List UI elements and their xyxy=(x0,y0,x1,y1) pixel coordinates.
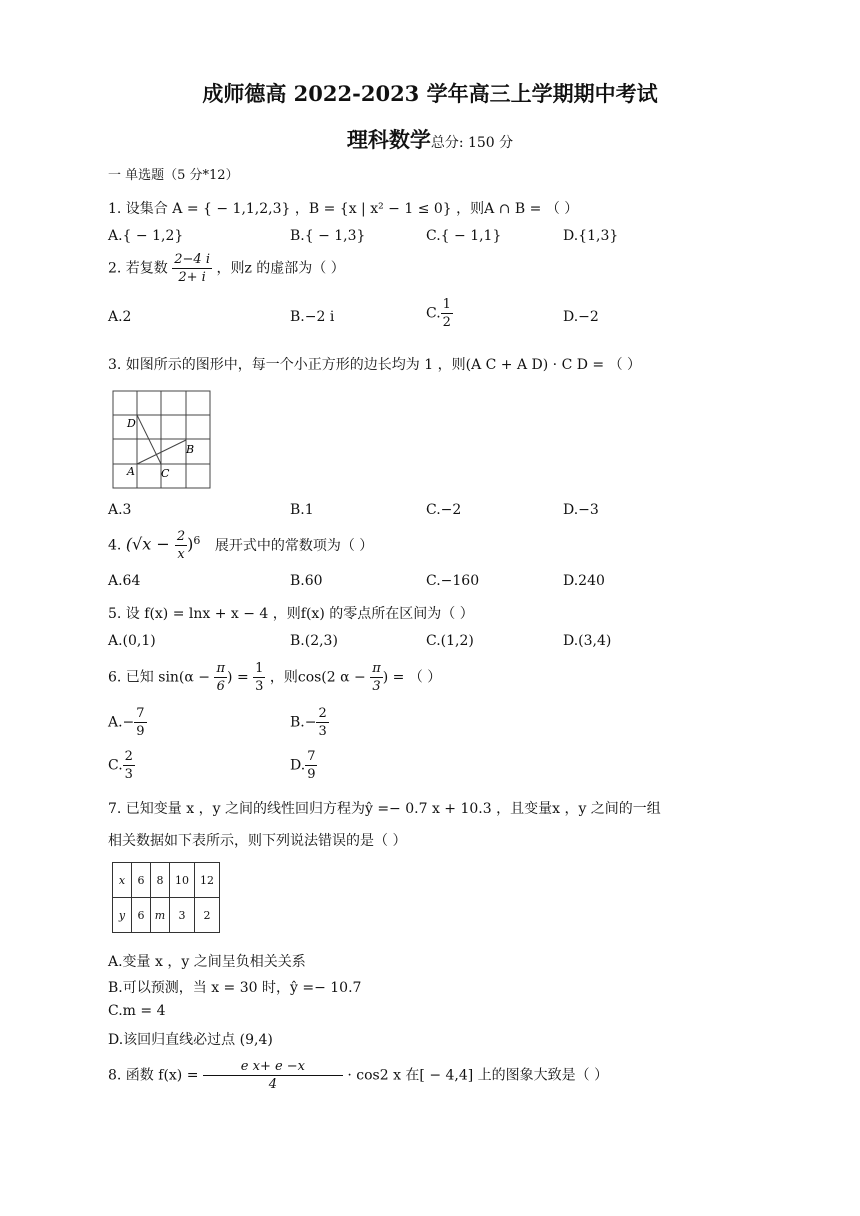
question-4-stem: 4. (√x − $\frac{2}{x}$ )$^6$ 展开式中的常数项为（ ） xyxy=(108,529,374,562)
question-8-stem xyxy=(108,1058,608,1093)
q6-frac2-den: 3 xyxy=(255,679,264,694)
q5-option-d: D.(3,4) xyxy=(563,633,612,649)
table-row xyxy=(113,863,220,898)
question-2-stem xyxy=(108,251,345,286)
table-cell: 12 xyxy=(195,863,220,898)
question-1-stem: 1. 设集合 A = { − 1,1,2,3} ，B = {x | x² − 1 ≤ 0} ，则A ∩ B = （ ） xyxy=(108,201,579,217)
table-cell: 6 xyxy=(132,863,151,898)
q4-option-a: A.64 xyxy=(108,573,141,589)
q2-option-c-label: C. xyxy=(426,305,441,322)
q6-d-num: 7 xyxy=(307,749,316,764)
q6-frac3-den: 3 xyxy=(372,679,381,694)
table-cell: 2 xyxy=(195,898,220,933)
table-cell: 8 xyxy=(151,863,170,898)
table-cell: y xyxy=(113,898,132,933)
q3-option-a: A.3 xyxy=(108,502,132,518)
q6-a-num: 7 xyxy=(136,706,145,721)
q6-mid2: ，则cos(2 α − xyxy=(265,669,371,686)
q6-frac-2 xyxy=(253,660,265,695)
total-score: 总分: 150 分 xyxy=(430,135,514,151)
q1-option-a: A.{ − 1,2} xyxy=(108,228,184,244)
q6-d-den: 9 xyxy=(307,767,316,782)
q6-option-b xyxy=(290,705,329,740)
q3-option-c: C.−2 xyxy=(426,502,462,518)
q8-suffix: · cos2 x 在[ − 4,4] 上的图象大致是（ ） xyxy=(347,1067,609,1084)
q8-frac-den: 4 xyxy=(268,1077,278,1092)
q6-option-d-label: D. xyxy=(290,757,306,774)
q4-option-b: B.60 xyxy=(290,573,323,589)
q6-option-c-frac xyxy=(123,748,135,783)
q4-frac-den: x xyxy=(177,547,185,562)
q6-mid: ) = xyxy=(227,669,254,686)
q6-b-den: 3 xyxy=(318,724,327,739)
q4-suffix: 展开式中的常数项为（ ） xyxy=(214,537,374,554)
exam-subtitle xyxy=(0,124,860,154)
question-6-stem xyxy=(108,660,441,695)
q1-option-b: B.{ − 1,3} xyxy=(290,228,366,244)
q6-option-b-frac xyxy=(316,705,328,740)
q2-c-den: 2 xyxy=(442,315,451,330)
q8-frac-num: e x+ e −x xyxy=(203,1058,343,1076)
q8-fraction xyxy=(203,1058,343,1093)
q5-option-c: C.(1,2) xyxy=(426,633,474,649)
q2-fraction xyxy=(172,251,212,286)
q6-option-d xyxy=(290,748,317,783)
q7-data-table xyxy=(112,862,220,933)
q6-option-c-label: C. xyxy=(108,757,123,774)
q6-option-a-label: A.− xyxy=(108,714,135,731)
q3-option-d: D.−3 xyxy=(563,502,599,518)
q6-option-c xyxy=(108,748,135,783)
q4-expr: (√x − xyxy=(125,534,175,554)
q2-option-c xyxy=(426,296,453,331)
q6-c-den: 3 xyxy=(124,767,133,782)
question-7-stem-line-1: 7. 已知变量 x ，y 之间的线性回归方程为ŷ =− 0.7 x + 10.3 ，且变量x ，y 之间的一组 xyxy=(108,801,661,817)
subject-name: 理科数学 xyxy=(346,127,431,152)
q4-prefix: 4. xyxy=(108,537,122,554)
point-a-label: A xyxy=(127,465,135,478)
q8-prefix: 8. 函数 f(x) = xyxy=(108,1067,199,1084)
table-cell: 6 xyxy=(132,898,151,933)
question-3-stem: 3. 如图所示的图形中，每一个小正方形的边长均为 1 ，则(A C + A D) · C D = （ ） xyxy=(108,357,642,373)
q2-frac-den: 2+ i xyxy=(178,270,206,285)
q2-suffix: ，则z 的虚部为（ ） xyxy=(216,260,345,277)
point-c-label: C xyxy=(161,467,170,480)
q2-option-b: B.−2 i xyxy=(290,309,335,325)
q6-frac-1 xyxy=(214,660,227,695)
table-cell: 10 xyxy=(170,863,195,898)
q6-prefix: 6. 已知 sin(α − xyxy=(108,669,215,686)
q2-option-a: A.2 xyxy=(108,309,132,325)
question-5-stem: 5. 设 f(x) = lnx + x − 4 ，则f(x) 的零点所在区间为（ ） xyxy=(108,606,474,622)
exam-title: 成师德高 2022-2023 学年高三上学期期中考试 xyxy=(202,81,658,106)
q3-grid-figure xyxy=(112,389,212,491)
q4-fraction xyxy=(175,528,187,563)
q1-option-d: D.{1,3} xyxy=(563,228,619,244)
q6-frac1-num: π xyxy=(216,661,226,676)
q2-frac-num: 2−4 i xyxy=(174,252,210,267)
point-b-label: B xyxy=(186,443,195,456)
section-heading: 一 单选题（5 分*12） xyxy=(108,168,239,183)
table-row xyxy=(113,898,220,933)
q4-power: 6 xyxy=(193,533,201,547)
q7-option-d: D.该回归直线必过点 (9,4) xyxy=(108,1032,273,1048)
q4-option-c: C.−160 xyxy=(426,573,480,589)
q6-suffix: ) = （ ） xyxy=(382,669,442,686)
table-cell: x xyxy=(113,863,132,898)
q6-option-a-frac xyxy=(134,705,146,740)
q6-frac1-den: 6 xyxy=(216,679,225,694)
q6-option-b-label: B.− xyxy=(290,714,317,731)
point-d-label: D xyxy=(127,417,136,430)
q6-option-a xyxy=(108,705,147,740)
q5-option-b: B.(2,3) xyxy=(290,633,338,649)
q6-a-den: 9 xyxy=(136,724,145,739)
q6-b-num: 2 xyxy=(318,706,327,721)
q3-option-b: B.1 xyxy=(290,502,314,518)
question-7-stem-line-2: 相关数据如下表所示，则下列说法错误的是（ ） xyxy=(108,833,407,849)
q4-frac-num: 2 xyxy=(176,529,186,544)
q6-option-d-frac xyxy=(305,748,317,783)
q6-frac-3 xyxy=(370,660,383,695)
q2-option-d: D.−2 xyxy=(563,309,599,325)
q2-prefix: 2. 若复数 xyxy=(108,260,168,277)
q2-c-num: 1 xyxy=(442,297,451,312)
q7-option-a: A.变量 x ，y 之间呈负相关关系 xyxy=(108,954,306,970)
q7-option-b: B.可以预测，当 x = 30 时，ŷ =− 10.7 xyxy=(108,980,362,996)
q6-frac2-num: 1 xyxy=(255,661,264,676)
q2-option-c-frac xyxy=(441,296,453,331)
q7-option-c: C.m = 4 xyxy=(108,1003,166,1019)
q6-c-num: 2 xyxy=(124,749,133,764)
q1-option-c: C.{ − 1,1} xyxy=(426,228,502,244)
q5-option-a: A.(0,1) xyxy=(108,633,156,649)
table-cell: m xyxy=(151,898,170,933)
table-cell: 3 xyxy=(170,898,195,933)
q6-frac3-num: π xyxy=(372,661,381,676)
q4-option-d: D.240 xyxy=(563,573,605,589)
